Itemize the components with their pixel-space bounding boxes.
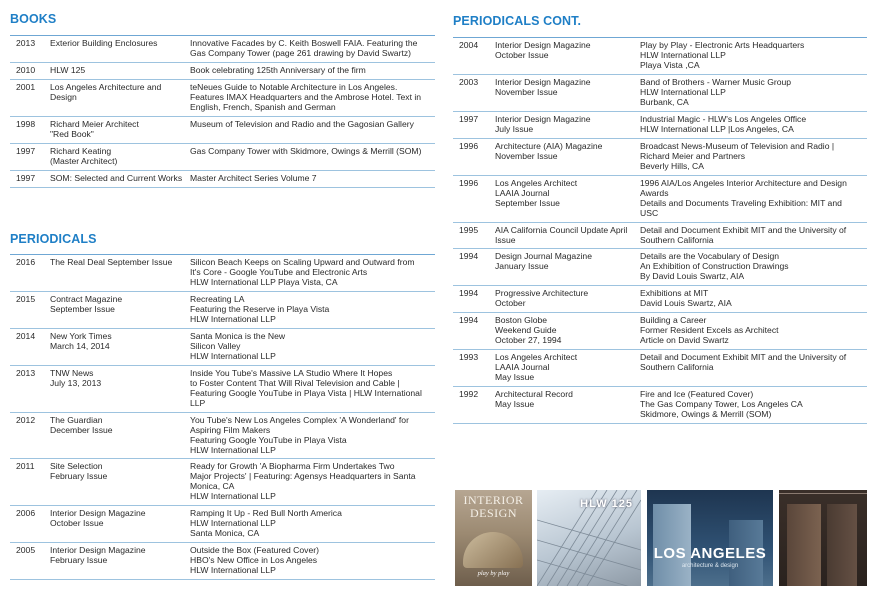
row-description xyxy=(190,255,435,292)
table-row xyxy=(10,412,435,459)
row-year: 2003 xyxy=(453,74,495,111)
row-description xyxy=(640,286,867,313)
row-title-line: Richard Meier Architect xyxy=(50,118,139,129)
row-title-line: Architecture (AIA) Magazine xyxy=(495,140,603,151)
row-description-line: HLW International LLP xyxy=(190,313,276,324)
row-description-line: Article on David Swartz xyxy=(640,335,729,346)
row-description-line: Southern California xyxy=(640,362,714,373)
table-row xyxy=(10,365,435,412)
table-row xyxy=(453,111,867,138)
row-title-line: Architectural Record xyxy=(495,389,573,400)
table-row xyxy=(10,255,435,292)
row-description-line: HLW International LLP Playa Vista, CA xyxy=(190,276,338,287)
table-row xyxy=(10,170,435,187)
row-description-line: 1996 AIA/Los Angeles Interior Architecture and Design xyxy=(640,177,847,188)
row-title-line: February Issue xyxy=(50,555,108,566)
row-title-line: May Issue xyxy=(495,372,535,383)
row-description-line: Details and Documents Traveling Exhibition: MIT and xyxy=(640,197,842,208)
row-description xyxy=(640,313,867,350)
row-title-line: TNW News xyxy=(50,367,94,378)
table-row xyxy=(10,543,435,580)
row-description xyxy=(190,506,435,543)
row-title xyxy=(50,412,190,459)
row-year: 2016 xyxy=(10,255,50,292)
row-title xyxy=(50,62,190,79)
table-row xyxy=(453,38,867,75)
row-description-line: Fire and Ice (Featured Cover) xyxy=(640,389,754,400)
row-title-line: SOM: Selected and Current Works xyxy=(50,172,183,183)
row-title-line: Interior Design Magazine xyxy=(50,545,146,556)
row-title xyxy=(50,170,190,187)
row-description-line: The Gas Company Tower, Los Angeles CA xyxy=(640,399,803,410)
row-description-line: You Tube's New Los Angeles Complex 'A Wonderland' for xyxy=(190,414,409,425)
row-title xyxy=(50,365,190,412)
row-description-line: Aspiring Film Makers xyxy=(190,424,271,435)
row-description-line: Ramping It Up - Red Bull North America xyxy=(190,508,342,519)
row-title-line: Progressive Architecture xyxy=(495,288,589,299)
row-year: 2015 xyxy=(10,291,50,328)
row-description-line: Featuring Google YouTube in Playa Vista xyxy=(190,434,347,445)
row-title-line: Interior Design Magazine xyxy=(495,113,591,124)
la-cover-title: LOS ANGELES xyxy=(653,545,767,562)
row-title xyxy=(50,255,190,292)
row-description xyxy=(640,175,867,222)
row-title-line: July 13, 2013 xyxy=(50,377,102,388)
row-description-line: Monica, CA xyxy=(190,481,235,492)
table-row xyxy=(453,138,867,175)
row-title-line: Contract Magazine xyxy=(50,293,123,304)
row-title-line: "Red Book" xyxy=(50,128,94,139)
row-year: 1995 xyxy=(453,222,495,249)
row-year: 2012 xyxy=(10,412,50,459)
row-title-line: Los Angeles Architect xyxy=(495,352,578,363)
cover-images xyxy=(455,490,867,586)
row-description xyxy=(190,291,435,328)
periodicals-cont-table xyxy=(453,37,867,424)
row-year: 1996 xyxy=(453,138,495,175)
periodicals-cont-heading: PERIODICALS CONT. xyxy=(453,14,582,28)
row-description xyxy=(640,38,867,75)
row-description-line: Innovative Facades by C. Keith Boswell FAIA. Featuring the xyxy=(190,38,418,48)
la-cover-subtitle: architecture & design xyxy=(681,563,739,569)
table-row xyxy=(10,291,435,328)
row-description-line: Features IMAX Headquarters and the Ambrose Hotel. Text in xyxy=(190,91,422,102)
row-title xyxy=(495,38,640,75)
row-description-line: It's Core - Google YouTube and Electronic Arts xyxy=(190,266,368,277)
table-row xyxy=(453,387,867,424)
row-title-line: Site Selection xyxy=(50,461,103,472)
row-title-line: October 27, 1994 xyxy=(495,335,562,346)
row-title xyxy=(495,387,640,424)
row-description-line: teNeues Guide to Notable Architecture in Los Angeles. xyxy=(190,81,398,92)
table-row xyxy=(10,143,435,170)
row-title xyxy=(50,506,190,543)
row-title xyxy=(50,543,190,580)
row-title-line: Design xyxy=(50,91,77,102)
table-row xyxy=(453,286,867,313)
row-year: 2013 xyxy=(10,36,50,63)
row-description-line: HBO's New Office in Los Angeles xyxy=(190,555,318,566)
row-description-line: Industrial Magic - HLW's Los Angeles Office xyxy=(640,113,807,124)
table-row xyxy=(10,62,435,79)
row-title-line: October xyxy=(495,298,526,309)
row-description-line: Detail and Document Exhibit MIT and the University of xyxy=(640,352,847,363)
row-title xyxy=(495,313,640,350)
row-title xyxy=(495,111,640,138)
row-title-line: HLW 125 xyxy=(50,64,86,75)
row-year: 2013 xyxy=(10,365,50,412)
row-year: 2004 xyxy=(453,38,495,75)
row-title-line: Los Angeles Architecture and xyxy=(50,81,162,92)
row-description-line: Broadcast News-Museum of Television and Radio | xyxy=(640,140,835,151)
row-title xyxy=(495,286,640,313)
table-row xyxy=(453,350,867,387)
row-title xyxy=(50,328,190,365)
row-title-line: Richard Keating xyxy=(50,145,112,156)
row-description xyxy=(190,116,435,143)
row-description-line: USC xyxy=(640,207,659,218)
row-title-line: September Issue xyxy=(495,197,560,208)
books-heading: BOOKS xyxy=(10,12,57,26)
row-year: 1993 xyxy=(453,350,495,387)
row-year: 1994 xyxy=(453,286,495,313)
row-description xyxy=(190,79,435,116)
row-title xyxy=(50,116,190,143)
row-title xyxy=(495,350,640,387)
table-row xyxy=(10,116,435,143)
row-description-line: Playa Vista ,CA xyxy=(640,59,700,70)
row-description xyxy=(640,111,867,138)
table-row xyxy=(453,313,867,350)
row-description-line: Band of Brothers - Warner Music Group xyxy=(640,76,792,87)
dark-cover-panel-1 xyxy=(787,504,821,586)
row-description xyxy=(640,138,867,175)
row-title xyxy=(495,175,640,222)
row-description-line: Exhibitions at MIT xyxy=(640,288,709,299)
row-title xyxy=(50,36,190,63)
row-title-line: Interior Design Magazine xyxy=(495,76,591,87)
row-description-line: HLW International LLP xyxy=(190,565,276,576)
row-description-line: HLW International LLP xyxy=(640,86,726,97)
row-description-line: Awards xyxy=(640,187,669,198)
row-description-line: HLW International LLP |Los Angeles, CA xyxy=(640,123,794,134)
row-title-line: The Guardian xyxy=(50,414,103,425)
table-row xyxy=(10,328,435,365)
row-year: 2014 xyxy=(10,328,50,365)
cover-interior-photo xyxy=(463,532,523,568)
row-description-line: Southern California xyxy=(640,234,714,245)
row-description-line: Detail and Document Exhibit MIT and the University of xyxy=(640,224,847,235)
row-year: 2001 xyxy=(10,79,50,116)
row-year: 1998 xyxy=(10,116,50,143)
row-description-line: Master Architect Series Volume 7 xyxy=(190,172,317,183)
row-year: 2011 xyxy=(10,459,50,506)
table-row xyxy=(453,222,867,249)
row-description-line: HLW International LLP xyxy=(640,49,726,60)
row-year: 1997 xyxy=(453,111,495,138)
row-year: 2010 xyxy=(10,62,50,79)
row-description-line: Gas Company Tower (page 261 drawing by David Swartz) xyxy=(190,47,411,58)
row-description xyxy=(190,459,435,506)
row-year: 1992 xyxy=(453,387,495,424)
row-description-line: Richard Meier and Partners xyxy=(640,150,746,161)
row-description-line: Ready for Growth 'A Biopharma Firm Undertakes Two xyxy=(190,461,395,472)
table-row xyxy=(10,459,435,506)
row-title-line: July Issue xyxy=(495,123,534,134)
row-description-line: HLW International LLP xyxy=(190,491,276,502)
row-title-line: December Issue xyxy=(50,424,113,435)
table-row xyxy=(453,74,867,111)
dark-cover-panel-2 xyxy=(827,504,857,586)
row-title-line: AIA California Council Update April xyxy=(495,224,628,235)
row-title xyxy=(495,222,640,249)
row-description xyxy=(190,412,435,459)
row-year: 1996 xyxy=(453,175,495,222)
row-description-line: Gas Company Tower with Skidmore, Owings & Merrill (SOM) xyxy=(190,145,422,156)
row-description xyxy=(640,222,867,249)
row-description-line: Details are the Vocabulary of Design xyxy=(640,251,780,262)
row-title xyxy=(495,138,640,175)
interior-design-cover xyxy=(455,490,532,586)
cover-masthead-2: DESIGN xyxy=(470,506,517,520)
row-description xyxy=(190,62,435,79)
row-title-line: January Issue xyxy=(495,261,549,272)
row-description-line: Inside You Tube's Massive LA Studio Where It Hopes xyxy=(190,367,393,378)
row-title-line: Los Angeles Architect xyxy=(495,177,578,188)
row-title-line: November Issue xyxy=(495,150,558,161)
row-description-line: Play by Play - Electronic Arts Headquarters xyxy=(640,40,805,50)
row-description-line: Building a Career xyxy=(640,315,707,326)
row-description-line: HLW International LLP xyxy=(190,518,276,529)
row-description-line: Museum of Television and Radio and the Gagosian Gallery xyxy=(190,118,414,129)
row-description xyxy=(190,365,435,412)
row-title-line: New York Times xyxy=(50,330,112,341)
row-title-line: Exterior Building Enclosures xyxy=(50,38,158,48)
dark-book-cover xyxy=(779,490,867,586)
row-description-line: Santa Monica, CA xyxy=(190,528,260,539)
row-description-line: to Foster Content That Will Rival Television and Cable | xyxy=(190,377,400,388)
row-title-line: October Issue xyxy=(50,518,104,529)
row-title-line: May Issue xyxy=(495,399,535,410)
row-title xyxy=(50,459,190,506)
row-title-line: February Issue xyxy=(50,471,108,482)
table-row xyxy=(10,79,435,116)
row-title-line: November Issue xyxy=(495,86,558,97)
row-description-line: David Louis Swartz, AIA xyxy=(640,298,732,309)
row-description-line: Santa Monica is the New xyxy=(190,330,286,341)
row-description-line: Burbank, CA xyxy=(640,96,689,107)
books-table xyxy=(10,35,435,188)
row-title-line: Interior Design Magazine xyxy=(495,40,591,50)
row-description-line: Book celebrating 125th Anniversary of the firm xyxy=(190,64,366,75)
row-description-line: HLW International LLP xyxy=(190,350,276,361)
los-angeles-cover xyxy=(647,490,773,586)
row-title xyxy=(495,74,640,111)
row-description xyxy=(640,74,867,111)
row-title-line: Interior Design Magazine xyxy=(50,508,146,519)
row-title-line: The Real Deal September Issue xyxy=(50,257,173,267)
row-title-line: (Master Architect) xyxy=(50,155,118,166)
row-description-line: Outside the Box (Featured Cover) xyxy=(190,545,319,556)
row-description xyxy=(640,350,867,387)
row-title-line: Issue xyxy=(495,234,516,245)
row-title-line: March 14, 2014 xyxy=(50,340,110,351)
row-description xyxy=(640,387,867,424)
row-title-line: Boston Globe xyxy=(495,315,548,326)
row-description-line: Major Projects' | Featuring: Agensys Headquarters in Santa xyxy=(190,471,416,482)
table-row xyxy=(10,36,435,63)
row-description-line: Featuring the Reserve in Playa Vista xyxy=(190,303,330,314)
row-year: 1994 xyxy=(453,313,495,350)
dark-cover-rule xyxy=(779,493,867,495)
row-title-line: Design Journal Magazine xyxy=(495,251,592,262)
row-description-line: English, French, Spanish and German xyxy=(190,101,336,112)
row-title xyxy=(50,143,190,170)
row-description xyxy=(190,543,435,580)
row-title-line: September Issue xyxy=(50,303,115,314)
row-title-line: LAAIA Journal xyxy=(495,187,550,198)
row-year: 2006 xyxy=(10,506,50,543)
row-description xyxy=(190,36,435,63)
row-description xyxy=(190,328,435,365)
row-description-line: By David Louis Swartz, AIA xyxy=(640,271,745,282)
row-description-line: Recreating LA xyxy=(190,293,245,304)
row-year: 1997 xyxy=(10,143,50,170)
row-title-line: Weekend Guide xyxy=(495,325,557,336)
row-description-line: HLW International LLP xyxy=(190,444,276,455)
row-description-line: LLP xyxy=(190,397,206,408)
row-title-line: LAAIA Journal xyxy=(495,362,550,373)
row-year: 1994 xyxy=(453,249,495,286)
row-description-line: Featuring Google YouTube in Playa Vista | HLW International xyxy=(190,387,422,398)
row-description xyxy=(190,170,435,187)
hlw-cover-label: HLW 125 xyxy=(580,498,633,510)
row-description xyxy=(640,249,867,286)
row-description-line: Beverly Hills, CA xyxy=(640,160,704,171)
row-description-line: Silicon Valley xyxy=(190,340,241,351)
row-year: 2005 xyxy=(10,543,50,580)
cover-masthead: INTERIOR xyxy=(463,493,524,507)
row-description-line: An Exhibition of Construction Drawings xyxy=(640,261,789,272)
table-row xyxy=(453,249,867,286)
row-description-line: Skidmore, Owings & Merrill (SOM) xyxy=(640,409,772,420)
table-row xyxy=(10,506,435,543)
periodicals-table xyxy=(10,254,435,580)
row-title xyxy=(50,79,190,116)
row-year: 1997 xyxy=(10,170,50,187)
row-title-line: October Issue xyxy=(495,49,549,60)
hlw-125-cover xyxy=(537,490,641,586)
row-title xyxy=(495,249,640,286)
row-description xyxy=(190,143,435,170)
cover-tagline: play by play xyxy=(477,570,510,577)
table-row xyxy=(453,175,867,222)
top-cut-text xyxy=(300,0,420,2)
periodicals-heading: PERIODICALS xyxy=(10,232,97,246)
row-title xyxy=(50,291,190,328)
row-description-line: Silicon Beach Keeps on Scaling Upward and Outward from xyxy=(190,257,415,267)
row-description-line: Former Resident Excels as Architect xyxy=(640,325,779,336)
